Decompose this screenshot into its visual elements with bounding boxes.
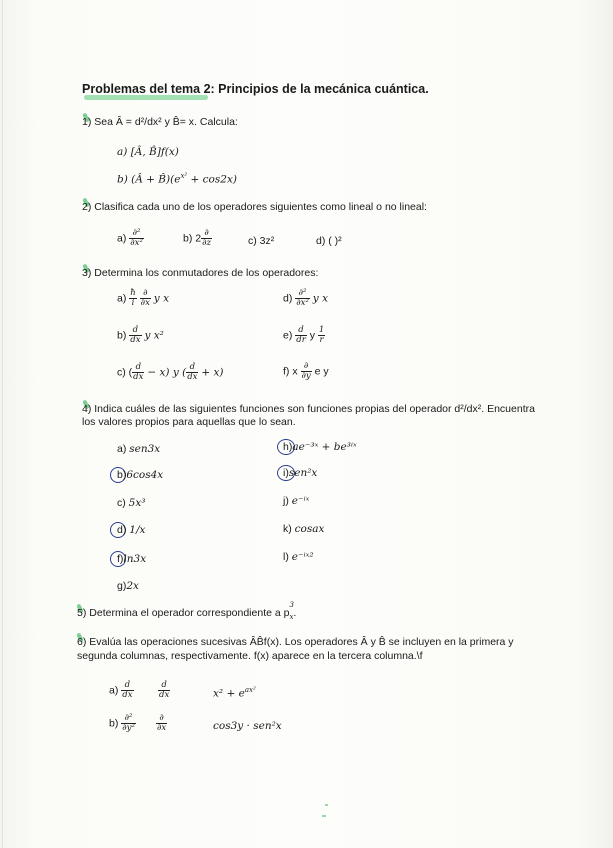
problem-4-line2: los valores propios para aquellas que lo sean. — [82, 416, 296, 428]
numerator: 1 — [318, 325, 325, 335]
problem-6-number: 6) — [77, 636, 87, 648]
item-f-end: e y — [314, 365, 329, 378]
item-label: f) — [117, 553, 124, 565]
item-b-label: b) 2 — [183, 232, 202, 245]
problem-4-item-b — [117, 469, 163, 481]
item-a-label: a) — [117, 232, 127, 245]
problem-4-item-k — [283, 523, 324, 535]
denominator: dx — [130, 335, 141, 345]
subscript: x — [289, 613, 294, 622]
problem-1-text: Sea Â = d²/dx² y B̂= x. Calcula: — [94, 116, 238, 128]
item-b-end: + cos2x) — [187, 173, 237, 186]
item-expr: 5x³ — [128, 497, 146, 509]
item-expr: ae⁻³ˣ + be³ⁱˣ — [292, 441, 357, 453]
item-b-text: b) (Â + B̂)(e — [117, 173, 181, 186]
problem-3-item-d — [283, 289, 328, 308]
problem-3-item-c — [117, 363, 224, 382]
denominator: r — [319, 335, 324, 345]
numerator: ħ — [130, 288, 136, 298]
item-label: a) — [117, 443, 127, 455]
item-label: d) — [117, 524, 127, 536]
item-d-label: d) — [283, 292, 293, 305]
function-sup: ax² — [244, 686, 256, 694]
scan-mark — [325, 804, 328, 806]
denominator: i — [131, 298, 135, 308]
problem-4-item-c — [117, 497, 145, 509]
item-label: j) — [283, 495, 289, 507]
item-c-mid: − x) y ( — [147, 366, 187, 379]
denominator: ∂x² — [130, 238, 143, 248]
problem-4-item-f — [117, 553, 146, 565]
item-label: b) — [117, 469, 127, 481]
fraction — [132, 363, 144, 382]
fraction — [129, 229, 144, 248]
momentum-symbol — [289, 601, 294, 622]
problem-2-text: Clasifica cada uno de los operadores siguientes como lineal o no lineal: — [94, 201, 427, 213]
problem-5-end: . — [293, 607, 297, 619]
item-d-end: y x — [312, 292, 328, 305]
problem-6-item-a — [109, 681, 134, 700]
item-expr: e⁻ⁱˣ — [291, 495, 310, 507]
problem-2-item-c: c) 3z² — [248, 235, 275, 247]
fraction — [140, 289, 151, 308]
denominator: ∂x — [140, 298, 150, 308]
item-b-end: y x² — [144, 329, 164, 342]
item-label: h) — [283, 441, 293, 453]
item-c-end: + x) — [201, 366, 224, 379]
item-a-label: a) — [109, 684, 119, 697]
item-expr: cosax — [294, 523, 325, 535]
function-text: x² + e — [213, 687, 245, 700]
fraction — [129, 289, 136, 308]
denominator: ∂z — [202, 238, 211, 248]
item-expr: ln3x — [123, 553, 147, 565]
item-expr: sen²x — [288, 467, 318, 479]
problem-6-line1: Evalúa las operaciones sucesivas ÂB̂f(x). Los operadores Â y B̂ se incluyen en la primera y — [89, 636, 514, 648]
numerator: ∂² — [129, 229, 144, 239]
item-f-label: f) x — [283, 365, 298, 378]
page-title: Problemas del tema 2: Principios de la mecánica cuántica. — [82, 82, 429, 96]
numerator: ∂ — [301, 362, 312, 372]
problem-4-item-a — [117, 443, 160, 455]
fraction — [186, 363, 198, 382]
fraction — [121, 681, 133, 700]
numerator: d — [132, 363, 144, 373]
problem-3-text: Determina los conmutadores de los operadores: — [94, 267, 319, 279]
item-label: i) — [283, 467, 289, 479]
problem-6-item-a-op-b — [158, 681, 170, 700]
problem-4-item-g — [117, 580, 139, 592]
problem-4-item-h — [283, 441, 357, 453]
denominator: ∂x² — [296, 298, 309, 308]
problem-4-item-l — [283, 551, 314, 563]
problem-6-item-b-function — [213, 720, 282, 732]
problem-2-item-b — [183, 229, 212, 248]
page-edge — [2, 0, 3, 848]
numerator: d — [158, 681, 170, 691]
problem-4-number: 4) — [82, 403, 92, 415]
item-a-label: a) — [117, 292, 127, 305]
denominator: ∂y — [301, 371, 311, 381]
denominator: dr — [296, 335, 306, 345]
problem-3-number: 3) — [82, 267, 92, 279]
problem-5-number: 5) — [77, 607, 87, 619]
problem-6-item-b-op-b — [156, 714, 167, 733]
item-expr: 6cos4x — [126, 469, 164, 481]
numerator: ∂² — [295, 289, 310, 299]
item-c-label: c) ( — [117, 366, 133, 379]
item-expr: 2x — [126, 580, 139, 592]
fraction — [121, 714, 136, 733]
item-expr: sen3x — [129, 443, 161, 455]
numerator: d — [186, 363, 198, 373]
numerator: ∂ — [201, 229, 212, 239]
scan-mark — [322, 815, 326, 817]
problem-3-item-a — [117, 289, 169, 308]
item-label: c) — [117, 497, 126, 509]
fraction — [201, 229, 212, 248]
item-label: k) — [283, 523, 292, 535]
denominator: ∂y² — [122, 723, 135, 733]
problem-4-item-i — [283, 467, 317, 479]
item-e-mid: y — [309, 329, 315, 342]
problem-4-line1: Indica cuáles de las siguientes funciones son funciones propias del operador d²/dx². Encuentra — [94, 403, 535, 415]
item-e-label: e) — [283, 329, 293, 342]
problem-1-item-b — [117, 172, 237, 186]
problem-6-line2: segunda columnas, respectivamente. f(x) aparece en la tercera columna.\f — [77, 650, 423, 662]
problem-2-item-a — [117, 229, 144, 248]
problem-2 — [82, 201, 427, 213]
numerator: d — [295, 326, 307, 336]
problem-6 — [77, 636, 514, 648]
problem-3 — [82, 267, 318, 279]
problem-6-item-b — [109, 714, 136, 733]
problem-1-item-a — [117, 146, 179, 158]
fraction — [156, 714, 167, 733]
item-label: g) — [117, 580, 127, 592]
numerator: ∂ — [140, 289, 151, 299]
problem-2-item-d: d) ( )² — [316, 235, 342, 247]
denominator: dx — [159, 690, 170, 700]
problem-6-item-a-function — [213, 686, 256, 700]
numerator: d — [121, 681, 133, 691]
denominator: dx — [122, 690, 133, 700]
numerator: ∂² — [121, 714, 136, 724]
item-expr: 1/x — [129, 524, 146, 536]
fraction — [158, 681, 170, 700]
problem-3-item-e — [283, 326, 325, 345]
function-text: cos3y · sen²x — [213, 720, 282, 732]
numerator: d — [129, 326, 141, 336]
problem-2-number: 2) — [82, 201, 92, 213]
problem-5-text: Determina el operador correspondiente a p — [89, 607, 290, 619]
problem-4 — [82, 403, 535, 415]
fraction — [295, 289, 310, 308]
denominator: ∂x — [157, 723, 167, 733]
fraction — [129, 326, 141, 345]
problem-1 — [82, 116, 238, 128]
item-b-label: b) — [109, 717, 119, 730]
problem-3-item-b — [117, 326, 164, 345]
denominator: dx — [133, 372, 144, 382]
item-label: l) — [283, 551, 289, 563]
problem-4-item-d — [117, 524, 145, 536]
denominator: dx — [187, 372, 198, 382]
item-a-end: y x — [153, 292, 169, 305]
item-a-text: a) [Â, B̂]f(x) — [117, 146, 179, 158]
problem-5 — [77, 601, 297, 622]
superscript: 3 — [289, 601, 294, 609]
fraction — [301, 362, 312, 381]
item-expr: e⁻ⁱˣ² — [291, 551, 314, 563]
numerator: ∂ — [156, 714, 167, 724]
item-b-sup: x² — [180, 172, 188, 180]
problem-3-item-f — [283, 362, 329, 381]
problem-4-item-j — [283, 495, 309, 507]
fraction — [318, 326, 325, 345]
fraction — [295, 326, 307, 345]
problem-1-number: 1) — [82, 116, 92, 128]
item-b-label: b) — [117, 329, 127, 342]
